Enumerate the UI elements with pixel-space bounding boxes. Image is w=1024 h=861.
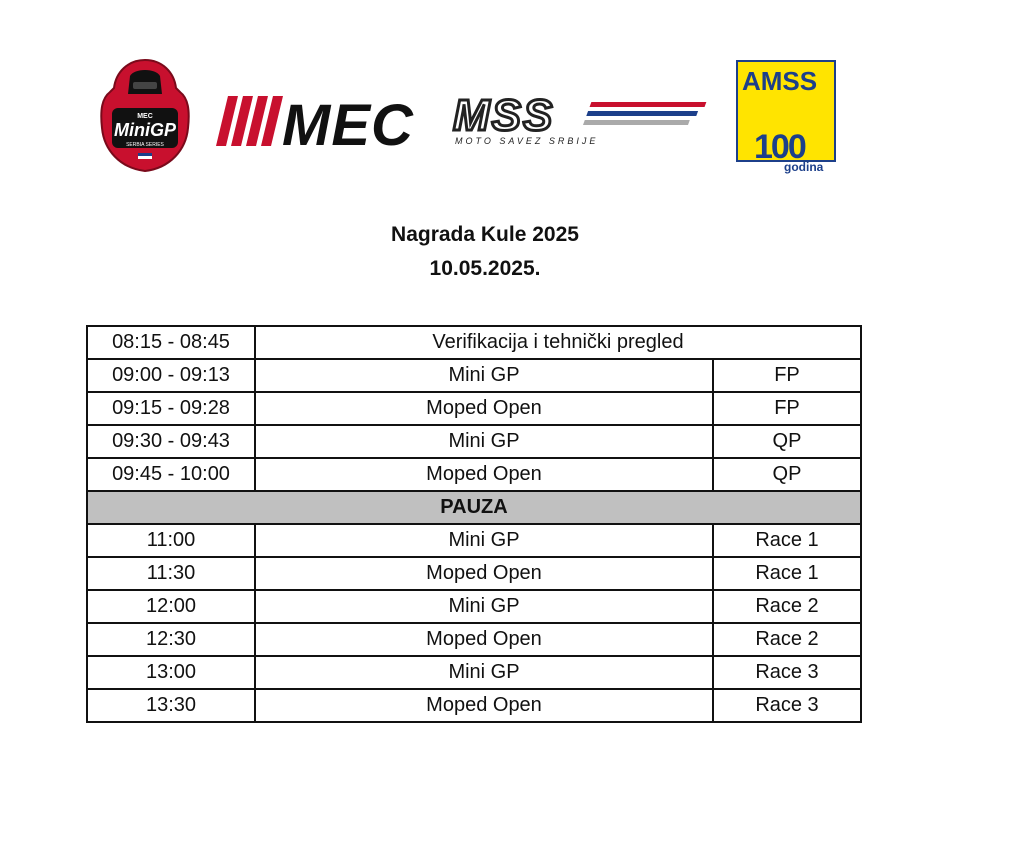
amss-anniversary-number: 100 — [754, 128, 805, 166]
session-type-cell: FP — [713, 359, 861, 392]
document-heading — [0, 218, 970, 286]
table-row — [87, 425, 861, 458]
event-cell: Moped Open — [255, 392, 713, 425]
table-row — [87, 458, 861, 491]
event-cell: Verifikacija i tehnički pregled — [255, 326, 861, 359]
time-cell: 11:30 — [87, 557, 255, 590]
session-type-cell: Race 2 — [713, 623, 861, 656]
time-cell: 09:45 - 10:00 — [87, 458, 255, 491]
table-row — [87, 689, 861, 722]
pause-row — [87, 491, 861, 524]
schedule-table — [86, 325, 862, 723]
session-type-cell: FP — [713, 392, 861, 425]
event-date: 10.05.2025. — [429, 257, 541, 280]
svg-text:MEC: MEC — [137, 113, 153, 120]
mec-logo — [212, 88, 424, 154]
event-cell: Moped Open — [255, 623, 713, 656]
session-type-cell: QP — [713, 458, 861, 491]
svg-text:MiniGP: MiniGP — [114, 120, 176, 140]
session-type-cell: Race 1 — [713, 557, 861, 590]
event-title: Nagrada Kule 2025 — [391, 223, 579, 246]
svg-text:MEC: MEC — [282, 93, 414, 154]
event-cell: Moped Open — [255, 458, 713, 491]
time-cell: 12:30 — [87, 623, 255, 656]
amss-anniversary-label: godina — [784, 160, 824, 174]
session-type-cell: Race 2 — [713, 590, 861, 623]
table-row — [87, 557, 861, 590]
table-row — [87, 392, 861, 425]
svg-text:MSS: MSS — [453, 92, 555, 140]
time-cell: 09:15 - 09:28 — [87, 392, 255, 425]
time-cell: 11:00 — [87, 524, 255, 557]
table-row — [87, 359, 861, 392]
event-cell: Mini GP — [255, 425, 713, 458]
svg-text:MOTO SAVEZ SRBIJE: MOTO SAVEZ SRBIJE — [455, 136, 599, 146]
table-row — [87, 656, 861, 689]
time-cell: 12:00 — [87, 590, 255, 623]
table-row — [87, 524, 861, 557]
event-cell: Mini GP — [255, 524, 713, 557]
pause-cell: PAUZA — [87, 491, 861, 524]
svg-text:SERBIA SERIES: SERBIA SERIES — [126, 142, 164, 148]
event-cell: Mini GP — [255, 359, 713, 392]
session-type-cell: QP — [713, 425, 861, 458]
time-cell: 13:00 — [87, 656, 255, 689]
mss-logo — [445, 92, 713, 174]
sponsor-logos — [0, 0, 1024, 200]
time-cell: 13:30 — [87, 689, 255, 722]
time-cell: 08:15 - 08:45 — [87, 326, 255, 359]
table-row — [87, 326, 861, 359]
session-type-cell: Race 1 — [713, 524, 861, 557]
table-row — [87, 590, 861, 623]
event-cell: Mini GP — [255, 656, 713, 689]
session-type-cell: Race 3 — [713, 689, 861, 722]
event-cell: Moped Open — [255, 557, 713, 590]
minigp-logo — [100, 58, 190, 173]
amss-logo — [736, 60, 846, 184]
table-row — [87, 623, 861, 656]
time-cell: 09:00 - 09:13 — [87, 359, 255, 392]
event-cell: Moped Open — [255, 689, 713, 722]
amss-name: AMSS — [742, 66, 818, 96]
event-cell: Mini GP — [255, 590, 713, 623]
session-type-cell: Race 3 — [713, 656, 861, 689]
time-cell: 09:30 - 09:43 — [87, 425, 255, 458]
